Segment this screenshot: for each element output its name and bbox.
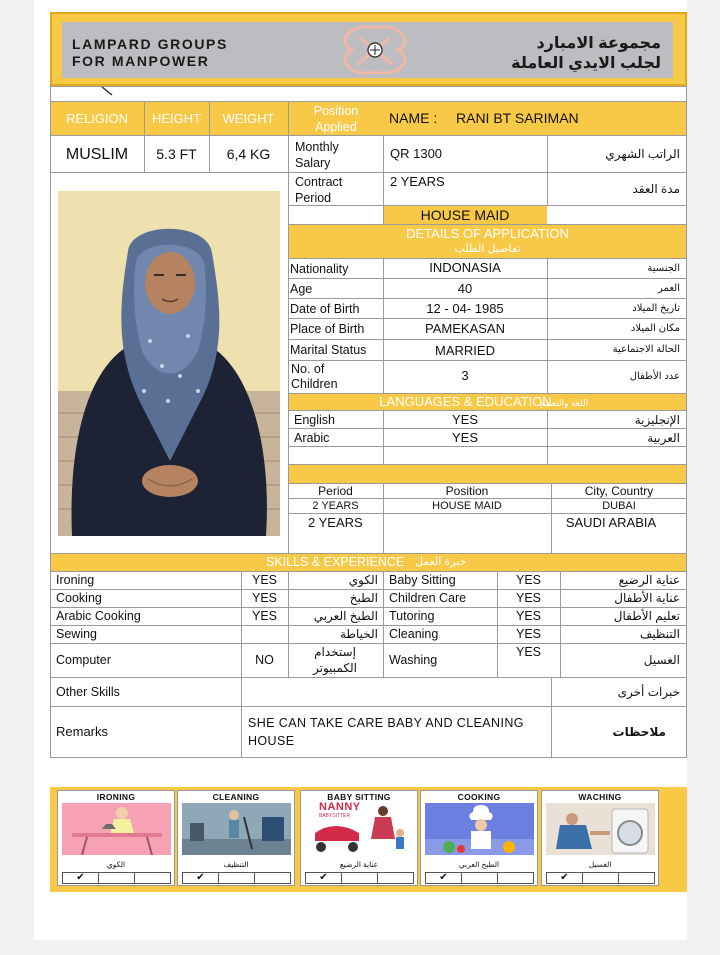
washing-icon bbox=[546, 803, 655, 855]
lang-value-arabic: YES bbox=[451, 430, 478, 445]
checkbox-cell bbox=[135, 873, 170, 883]
icon-card-checkboxes bbox=[425, 872, 534, 884]
skill-label-computer: Computer bbox=[56, 653, 111, 667]
checkbox-cell bbox=[583, 873, 619, 883]
skill-label-ar-ironing: الكوي bbox=[348, 573, 378, 587]
experience-header-bg bbox=[288, 464, 687, 483]
cleaning-icon bbox=[182, 803, 291, 855]
other-skills-label: Other Skills bbox=[56, 685, 120, 699]
detail-label-ar-marital: الحالة الاجتماعية bbox=[612, 344, 680, 355]
baby-sitting-icon bbox=[305, 803, 414, 855]
company-banner bbox=[50, 12, 687, 86]
details-header-ar: تفاصيل الطلب bbox=[454, 243, 521, 255]
icon-card-caption: الكوي bbox=[106, 860, 126, 869]
exp-row1-position: HOUSE MAID bbox=[432, 500, 502, 512]
icon-card-checkboxes bbox=[182, 872, 291, 884]
checkbox-cell: ✔ bbox=[306, 873, 342, 883]
icon-card-checkboxes bbox=[62, 872, 171, 884]
icon-card-title: WACHING bbox=[578, 792, 622, 802]
skill-label-ar-cooking: الطبخ bbox=[349, 591, 378, 605]
details-header-en: DETAILS OF APPLICATION bbox=[406, 226, 569, 241]
icon-card-cooking bbox=[420, 790, 538, 886]
skill-label-ironing: Ironing bbox=[56, 573, 95, 587]
skills-header-ar: خبرة العمل bbox=[415, 556, 467, 568]
contract-label: Contract Period bbox=[295, 175, 343, 205]
exp-row2-city: SAUDI ARABIA bbox=[565, 515, 657, 530]
contract-label-ar: مدة العقد bbox=[632, 182, 680, 196]
position-applied-header: Position Applied bbox=[313, 104, 359, 134]
detail-value-dob: 12 - 04- 1985 bbox=[426, 301, 504, 316]
skill-value-computer: NO bbox=[255, 653, 274, 667]
checkbox-cell: ✔ bbox=[426, 873, 462, 883]
skill-value-ironing: YES bbox=[251, 573, 277, 587]
exp-header-position: Position bbox=[445, 484, 489, 498]
remarks-value: SHE CAN TAKE CARE BABY AND CLEANING HOUSE bbox=[248, 716, 524, 748]
icon-card-caption: الطبخ العربي bbox=[458, 860, 500, 869]
checkbox-cell bbox=[619, 873, 654, 883]
skill-label-baby-sitting: Baby Sitting bbox=[389, 573, 456, 587]
detail-label-age: Age bbox=[290, 282, 313, 296]
weight-value: 6,4 KG bbox=[226, 146, 271, 162]
detail-label-pob: Place of Birth bbox=[290, 322, 365, 336]
exp-row1-period: 2 YEARS bbox=[312, 500, 359, 512]
icon-card-baby-sitting bbox=[300, 790, 418, 886]
company-name-en bbox=[72, 36, 228, 70]
lang-label-arabic: Arabic bbox=[294, 431, 330, 445]
weight-header: WEIGHT bbox=[222, 111, 275, 126]
company-en-line2: FOR MANPOWER bbox=[72, 53, 210, 69]
company-ar-line2: لجلب الايدي العاملة bbox=[511, 55, 661, 72]
skill-label-ar-arabic-cooking: الطبخ العربي bbox=[313, 609, 378, 623]
name-value: RANI BT SARIMAN bbox=[456, 110, 579, 126]
detail-value-nationality: INDONASIA bbox=[429, 260, 501, 275]
checkbox-cell bbox=[462, 873, 498, 883]
icon-card-ironing bbox=[57, 790, 175, 886]
skill-value-tutoring: YES bbox=[515, 609, 541, 623]
detail-label-ar-dob: تاريخ الميلاد bbox=[632, 303, 680, 314]
skill-label-children-care: Children Care bbox=[389, 591, 467, 605]
exp-header-city: City, Country bbox=[584, 484, 654, 498]
skill-label-ar-washing: الغسيل bbox=[643, 653, 680, 667]
height-value: 5.3 FT bbox=[156, 146, 197, 162]
skill-value-washing: YES bbox=[515, 645, 541, 659]
skill-value-arabic-cooking: YES bbox=[251, 609, 277, 623]
detail-label-ar-age: العمر bbox=[658, 283, 680, 294]
nanny-logo-sub: BABYSITTER bbox=[319, 813, 351, 819]
name-label: NAME : bbox=[389, 110, 438, 126]
height-header: HEIGHT bbox=[151, 111, 202, 126]
detail-label-marital: Marital Status bbox=[290, 343, 367, 357]
skill-label-washing: Washing bbox=[389, 653, 438, 667]
other-skills-label-ar: خبرات أخرى bbox=[617, 685, 680, 699]
icon-card-washing bbox=[541, 790, 659, 886]
detail-value-pob: PAMEKASAN bbox=[425, 321, 505, 336]
checkbox-cell bbox=[255, 873, 290, 883]
skill-value-cleaning: YES bbox=[515, 627, 541, 641]
icon-card-title: COOKING bbox=[457, 792, 501, 802]
icon-card-checkboxes bbox=[546, 872, 655, 884]
skill-label-ar-children-care: عناية الأطفال bbox=[614, 591, 680, 605]
skill-label-ar-tutoring: تعليم الأطفال bbox=[613, 609, 680, 623]
skill-label-cooking: Cooking bbox=[56, 591, 102, 605]
checkbox-cell: ✔ bbox=[547, 873, 583, 883]
lang-label-ar-english: الإنجليزية bbox=[634, 413, 680, 427]
checkbox-cell: ✔ bbox=[183, 873, 219, 883]
applicant-photo bbox=[58, 191, 280, 536]
skills-icon-strip bbox=[50, 787, 687, 892]
exp-row2-period: 2 YEARS bbox=[308, 515, 363, 530]
cooking-icon bbox=[425, 803, 534, 855]
ironing-icon bbox=[62, 803, 171, 855]
exp-header-period: Period bbox=[318, 484, 353, 498]
checkbox-cell bbox=[219, 873, 255, 883]
detail-value-marital: MARRIED bbox=[435, 343, 495, 358]
checkbox-cell bbox=[99, 873, 135, 883]
religion-value: MUSLIM bbox=[65, 146, 129, 163]
skill-label-arabic-cooking: Arabic Cooking bbox=[56, 609, 141, 623]
checkbox-cell bbox=[498, 873, 533, 883]
icon-card-caption: التنظيف bbox=[223, 860, 249, 869]
skill-label-ar-computer: إستخدام الكمبيوتر bbox=[313, 645, 357, 675]
lang-label-english: English bbox=[294, 413, 335, 427]
banner-inner bbox=[62, 22, 673, 78]
skill-label-ar-cleaning: التنظيف bbox=[639, 627, 680, 641]
detail-label-nationality: Nationality bbox=[290, 262, 349, 276]
icon-card-caption: عناية الرضيع bbox=[339, 860, 379, 869]
languages-header-en: LANGUAGES & EDUCATION bbox=[379, 394, 552, 409]
skill-label-ar-sewing: الخياطة bbox=[340, 627, 378, 641]
detail-label-dob: Date of Birth bbox=[290, 302, 360, 316]
detail-label-ar-pob: مكان الميلاد bbox=[630, 323, 680, 334]
icon-card-checkboxes bbox=[305, 872, 414, 884]
remarks-label: Remarks bbox=[56, 724, 109, 739]
detail-label-ar-nationality: الجنسية bbox=[647, 263, 680, 274]
remarks-label-ar: ملاحظات bbox=[612, 725, 666, 739]
nanny-logo: NANNY bbox=[319, 801, 361, 813]
icon-card-cleaning bbox=[177, 790, 295, 886]
salary-value: QR 1300 bbox=[390, 146, 443, 161]
detail-value-age: 40 bbox=[457, 281, 473, 296]
skill-label-tutoring: Tutoring bbox=[389, 609, 435, 623]
icon-card-caption: الغسيل bbox=[588, 860, 612, 869]
icon-card-title: IRONING bbox=[96, 792, 136, 802]
company-logo-icon bbox=[330, 24, 420, 76]
exp-row1-city: DUBAI bbox=[602, 500, 636, 512]
contract-value: 2 YEARS bbox=[390, 174, 445, 189]
skill-label-cleaning: Cleaning bbox=[389, 627, 439, 641]
icon-card-title: BABY SITTING bbox=[327, 792, 391, 802]
company-name-ar bbox=[511, 34, 661, 74]
skill-label-ar-baby-sitting: عناية الرضيع bbox=[618, 573, 680, 587]
detail-label-children: No. of Children bbox=[291, 362, 338, 391]
detail-label-ar-children: عدد الأطفال bbox=[629, 371, 680, 382]
checkbox-cell bbox=[342, 873, 378, 883]
job-title: HOUSE MAID bbox=[420, 207, 510, 223]
stray-mark-icon bbox=[100, 86, 114, 96]
skill-label-sewing: Sewing bbox=[56, 627, 97, 641]
languages-header-ar: اللغة والتعليم bbox=[540, 398, 589, 408]
detail-value-children: 3 bbox=[461, 368, 469, 383]
religion-header: RELIGION bbox=[65, 111, 129, 126]
lang-label-ar-arabic: العربية bbox=[647, 431, 680, 445]
company-en-line1: LAMPARD GROUPS bbox=[72, 36, 228, 52]
salary-label-ar: الراتب الشهري bbox=[605, 147, 680, 161]
lang-value-english: YES bbox=[451, 412, 478, 427]
checkbox-cell: ✔ bbox=[63, 873, 99, 883]
salary-label: Monthly Salary bbox=[295, 140, 339, 170]
skill-value-children-care: YES bbox=[515, 591, 541, 605]
skills-header-en: SKILLS & EXPERIENCE bbox=[266, 555, 405, 569]
checkbox-cell bbox=[378, 873, 413, 883]
skill-value-baby-sitting: YES bbox=[515, 573, 541, 587]
skill-value-cooking: YES bbox=[251, 591, 277, 605]
company-ar-line1: مجموعة الامبارد bbox=[536, 35, 661, 52]
icon-card-title: CLEANING bbox=[212, 792, 260, 802]
